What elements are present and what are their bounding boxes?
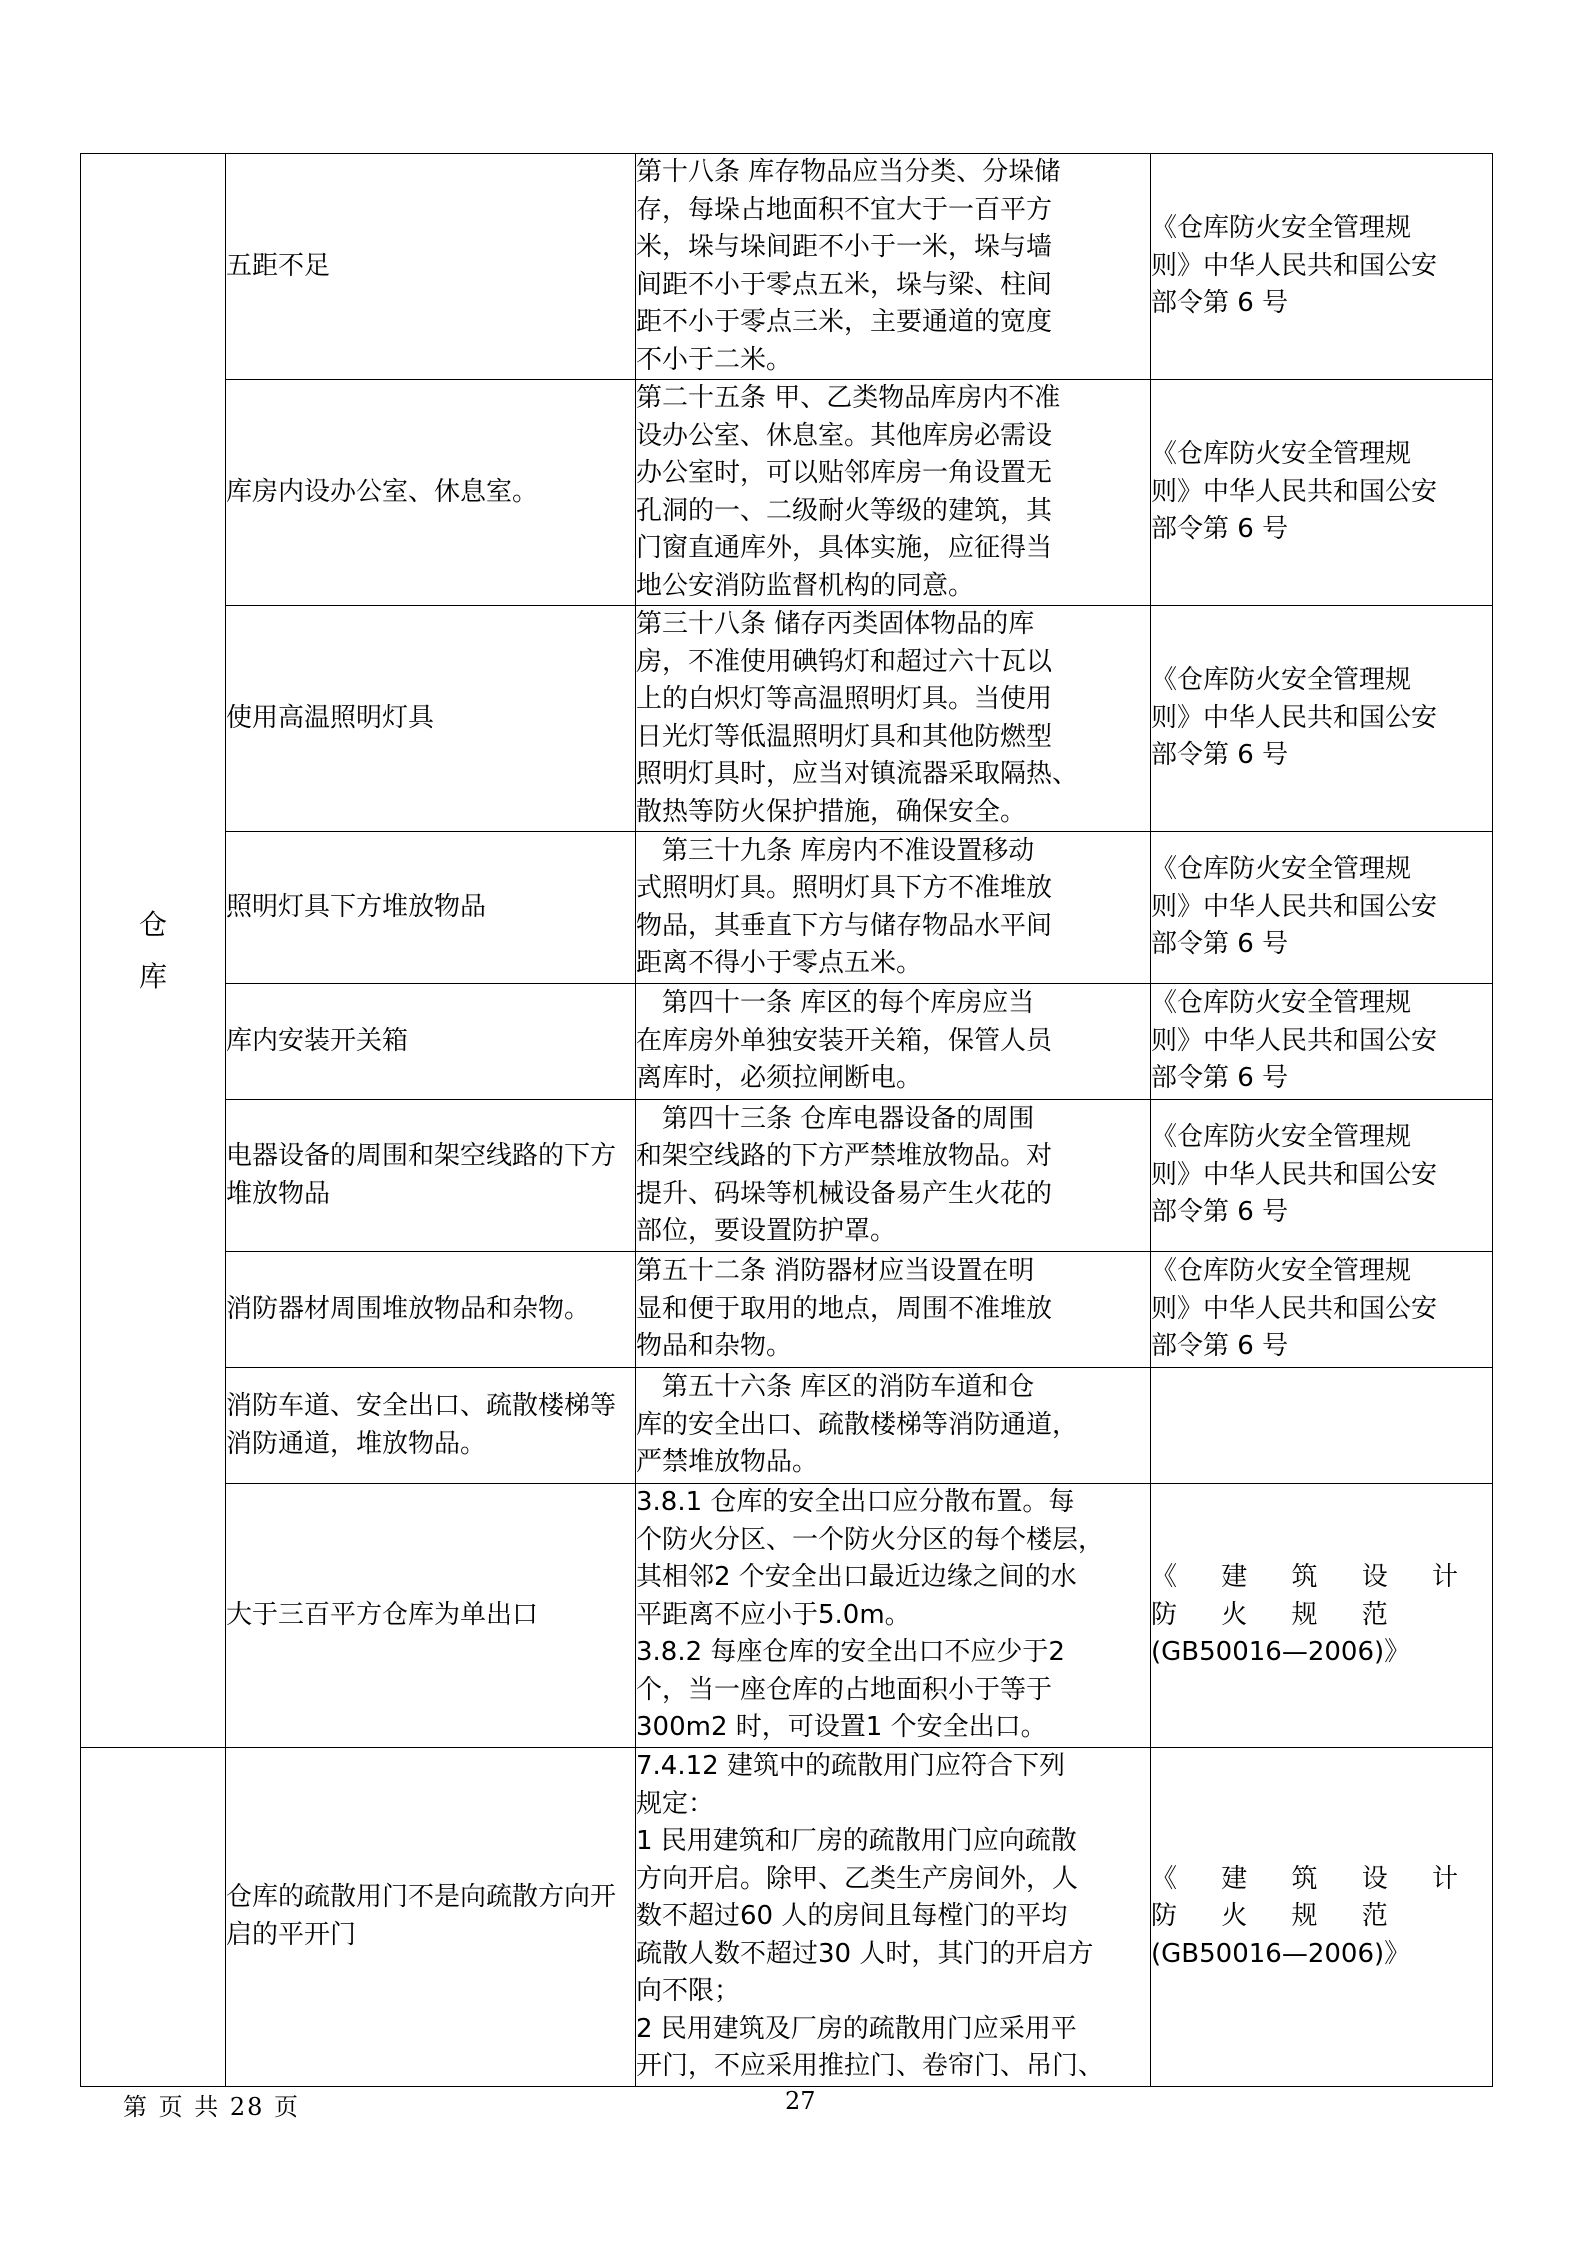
table-row bbox=[81, 606, 1493, 832]
table-row bbox=[81, 380, 1493, 606]
text-line: 《 建 筑 设 计 bbox=[1151, 1562, 1477, 1593]
text-line: 部令第 6 号 bbox=[1151, 514, 1289, 545]
table-row bbox=[81, 154, 1493, 380]
text-line: 第五十六条 库区的消防车道和仓 bbox=[662, 1372, 1035, 1403]
hazard-item: 消防车道、安全出口、疏散楼梯等消防通道，堆放物品。 bbox=[226, 1368, 636, 1484]
text-line: 设办公室、休息室。其他库房必需设 bbox=[636, 420, 1053, 451]
category-cell bbox=[81, 154, 226, 1748]
source-reference bbox=[1151, 606, 1493, 832]
rule-text bbox=[636, 832, 1151, 984]
source-reference bbox=[1151, 1748, 1493, 2087]
text-line: 第五十二条 消防器材应当设置在明 bbox=[636, 1256, 1035, 1287]
table-row bbox=[81, 1484, 1493, 1748]
text-line: 《仓库防火安全管理规 bbox=[1151, 854, 1412, 885]
text-line: 则》中华人民共和国公安 bbox=[1151, 702, 1438, 733]
text-line: 防 火 规 范 bbox=[1151, 1599, 1406, 1630]
text-line: 第三十九条 库房内不准设置移动 bbox=[662, 835, 1035, 866]
text-line: 《仓库防火安全管理规 bbox=[1151, 439, 1412, 470]
text-line: 第四十一条 库区的每个库房应当 bbox=[662, 988, 1035, 1019]
text-line: 部令第 6 号 bbox=[1151, 1063, 1289, 1094]
page-number: 27 bbox=[785, 2087, 816, 2115]
source-reference bbox=[1151, 1368, 1493, 1484]
text-line: 离库时，必须拉闸断电。 bbox=[636, 1063, 923, 1094]
rule-text bbox=[636, 380, 1151, 606]
rule-text bbox=[636, 1484, 1151, 1748]
text-line: 提升、码垛等机械设备易产生火花的 bbox=[636, 1178, 1053, 1209]
text-line: 个防火分区、一个防火分区的每个楼层， bbox=[636, 1524, 1105, 1555]
text-line: 物品，其垂直下方与储存物品水平间 bbox=[636, 910, 1053, 941]
source-reference bbox=[1151, 832, 1493, 984]
text-line: 300m2 时，可设置1 个安全出口。 bbox=[636, 1712, 1047, 1743]
text-line: (GB50016—2006)》 bbox=[1151, 1637, 1411, 1668]
table-row bbox=[81, 1368, 1493, 1484]
rule-text bbox=[636, 1100, 1151, 1252]
text-line: 其相邻2 个安全出口最近边缘之间的水 bbox=[636, 1562, 1077, 1593]
text-line: 不小于二米。 bbox=[636, 344, 793, 375]
text-line: 《仓库防火安全管理规 bbox=[1151, 988, 1412, 1019]
hazard-item: 照明灯具下方堆放物品 bbox=[226, 832, 636, 984]
text-line: 办公室时，可以贴邻库房一角设置无 bbox=[636, 458, 1053, 488]
text-line: 间距不小于零点五米，垛与梁、柱间 bbox=[636, 269, 1053, 300]
source-reference bbox=[1151, 984, 1493, 1100]
source-reference bbox=[1151, 1484, 1493, 1748]
text-line: 2 民用建筑及厂房的疏散用门应采用平 bbox=[636, 2013, 1077, 2044]
text-line: 3.8.1 仓库的安全出口应分散布置。每 bbox=[636, 1487, 1075, 1518]
text-line: 房，不准使用碘钨灯和超过六十瓦以 bbox=[636, 646, 1053, 677]
regulation-table bbox=[80, 153, 1493, 2087]
text-line: 开门，不应采用推拉门、卷帘门、吊门、 bbox=[636, 2051, 1105, 2081]
hazard-item: 仓库的疏散用门不是向疏散方向开启的平开门 bbox=[226, 1748, 636, 2087]
text-line: 《仓库防火安全管理规 bbox=[1151, 1256, 1412, 1287]
text-line: 距不小于零点三米，主要通道的宽度 bbox=[636, 307, 1053, 337]
hazard-item: 库房内设办公室、休息室。 bbox=[226, 380, 636, 606]
text-line: 《仓库防火安全管理规 bbox=[1151, 1122, 1412, 1153]
text-line: 散热等防火保护措施，确保安全。 bbox=[636, 796, 1027, 827]
text-line: 《仓库防火安全管理规 bbox=[1151, 665, 1412, 696]
text-line: 库的安全出口、疏散楼梯等消防通道， bbox=[636, 1409, 1079, 1440]
text-line: 疏散人数不超过30 人时，其门的开启方 bbox=[636, 1938, 1094, 1969]
category-label: 仓库 bbox=[138, 907, 167, 993]
hazard-item: 消防器材周围堆放物品和杂物。 bbox=[226, 1252, 636, 1368]
text-line: 方向开启。除甲、乙类生产房间外，人 bbox=[636, 1863, 1079, 1894]
rule-text bbox=[636, 984, 1151, 1100]
rule-text bbox=[636, 1748, 1151, 2087]
source-reference bbox=[1151, 1252, 1493, 1368]
text-line: 3.8.2 每座仓库的安全出口不应少于2 bbox=[636, 1637, 1065, 1668]
text-line: 第十八条 库存物品应当分类、分垛储 bbox=[636, 157, 1061, 187]
hazard-item: 使用高温照明灯具 bbox=[226, 606, 636, 832]
source-reference bbox=[1151, 1100, 1493, 1252]
source-reference bbox=[1151, 154, 1493, 380]
text-line: 部令第 6 号 bbox=[1151, 1197, 1289, 1228]
text-line: 第四十三条 仓库电器设备的周围 bbox=[662, 1103, 1035, 1134]
rule-text bbox=[636, 606, 1151, 832]
hazard-item: 五距不足 bbox=[226, 154, 636, 380]
text-line: 则》中华人民共和国公安 bbox=[1151, 476, 1438, 507]
text-line: 第二十五条 甲、乙类物品库房内不准 bbox=[636, 383, 1061, 413]
table-row bbox=[81, 1252, 1493, 1368]
text-line: 数不超过60 人的房间且每樘门的平均 bbox=[636, 1901, 1068, 1931]
table-row bbox=[81, 1748, 1493, 2087]
text-line: 则》中华人民共和国公安 bbox=[1151, 1025, 1438, 1056]
text-line: 式照明灯具。照明灯具下方不准堆放 bbox=[636, 873, 1053, 903]
text-line: 平距离不应小于5.0m。 bbox=[636, 1599, 911, 1630]
text-line: 部令第 6 号 bbox=[1151, 929, 1289, 960]
category-cell-empty bbox=[81, 1748, 226, 2087]
text-line: 显和便于取用的地点，周围不准堆放 bbox=[636, 1293, 1053, 1324]
rule-text bbox=[636, 154, 1151, 380]
page-info: 第 页 共 28 页 bbox=[123, 2093, 301, 2121]
text-line: 规定： bbox=[636, 1788, 715, 1819]
text-line: 则》中华人民共和国公安 bbox=[1151, 1159, 1438, 1190]
text-line: 和架空线路的下方严禁堆放物品。对 bbox=[636, 1141, 1053, 1171]
text-line: 照明灯具时，应当对镇流器采取隔热、 bbox=[636, 759, 1079, 789]
source-reference bbox=[1151, 380, 1493, 606]
text-line: 米，垛与垛间距不小于一米，垛与墙 bbox=[636, 232, 1053, 262]
text-line: 则》中华人民共和国公安 bbox=[1151, 250, 1438, 281]
hazard-item: 电器设备的周围和架空线路的下方堆放物品 bbox=[226, 1100, 636, 1252]
text-line: 地公安消防监督机构的同意。 bbox=[636, 570, 975, 601]
table-row bbox=[81, 984, 1493, 1100]
text-line: 则》中华人民共和国公安 bbox=[1151, 891, 1438, 922]
text-line: 部令第 6 号 bbox=[1151, 288, 1289, 319]
text-line: 距离不得小于零点五米。 bbox=[636, 948, 923, 978]
hazard-item: 库内安装开关箱 bbox=[226, 984, 636, 1100]
text-line: 向不限； bbox=[636, 1976, 741, 2006]
rule-text bbox=[636, 1368, 1151, 1484]
hazard-item: 大于三百平方仓库为单出口 bbox=[226, 1484, 636, 1748]
text-line: (GB50016—2006)》 bbox=[1151, 1938, 1411, 1969]
text-line: 部令第 6 号 bbox=[1151, 1331, 1289, 1362]
text-line: 上的白炽灯等高温照明灯具。当使用 bbox=[636, 684, 1053, 714]
text-line: 1 民用建筑和厂房的疏散用门应向疏散 bbox=[636, 1826, 1077, 1856]
text-line: 部令第 6 号 bbox=[1151, 740, 1289, 771]
rule-text bbox=[636, 1252, 1151, 1368]
text-line: 《 建 筑 设 计 bbox=[1151, 1863, 1477, 1894]
text-line: 日光灯等低温照明灯具和其他防燃型 bbox=[636, 721, 1053, 752]
table-row bbox=[81, 1100, 1493, 1252]
table-row bbox=[81, 832, 1493, 984]
text-line: 《仓库防火安全管理规 bbox=[1151, 213, 1412, 244]
text-line: 防 火 规 范 bbox=[1151, 1901, 1406, 1931]
text-line: 7.4.12 建筑中的疏散用门应符合下列 bbox=[636, 1751, 1065, 1781]
text-line: 个，当一座仓库的占地面积小于等于 bbox=[636, 1674, 1053, 1705]
text-line: 第三十八条 储存丙类固体物品的库 bbox=[636, 609, 1035, 639]
text-line: 物品和杂物。 bbox=[636, 1331, 793, 1362]
text-line: 则》中华人民共和国公安 bbox=[1151, 1293, 1438, 1324]
text-line: 门窗直通库外，具体实施，应征得当 bbox=[636, 533, 1053, 563]
text-line: 部位，要设置防护罩。 bbox=[636, 1216, 897, 1246]
text-line: 在库房外单独安装开关箱，保管人员 bbox=[636, 1025, 1053, 1056]
text-line: 严禁堆放物品。 bbox=[636, 1447, 819, 1478]
text-line: 存，每垛占地面积不宜大于一百平方 bbox=[636, 194, 1053, 225]
text-line: 孔洞的一、二级耐火等级的建筑，其 bbox=[636, 495, 1053, 526]
